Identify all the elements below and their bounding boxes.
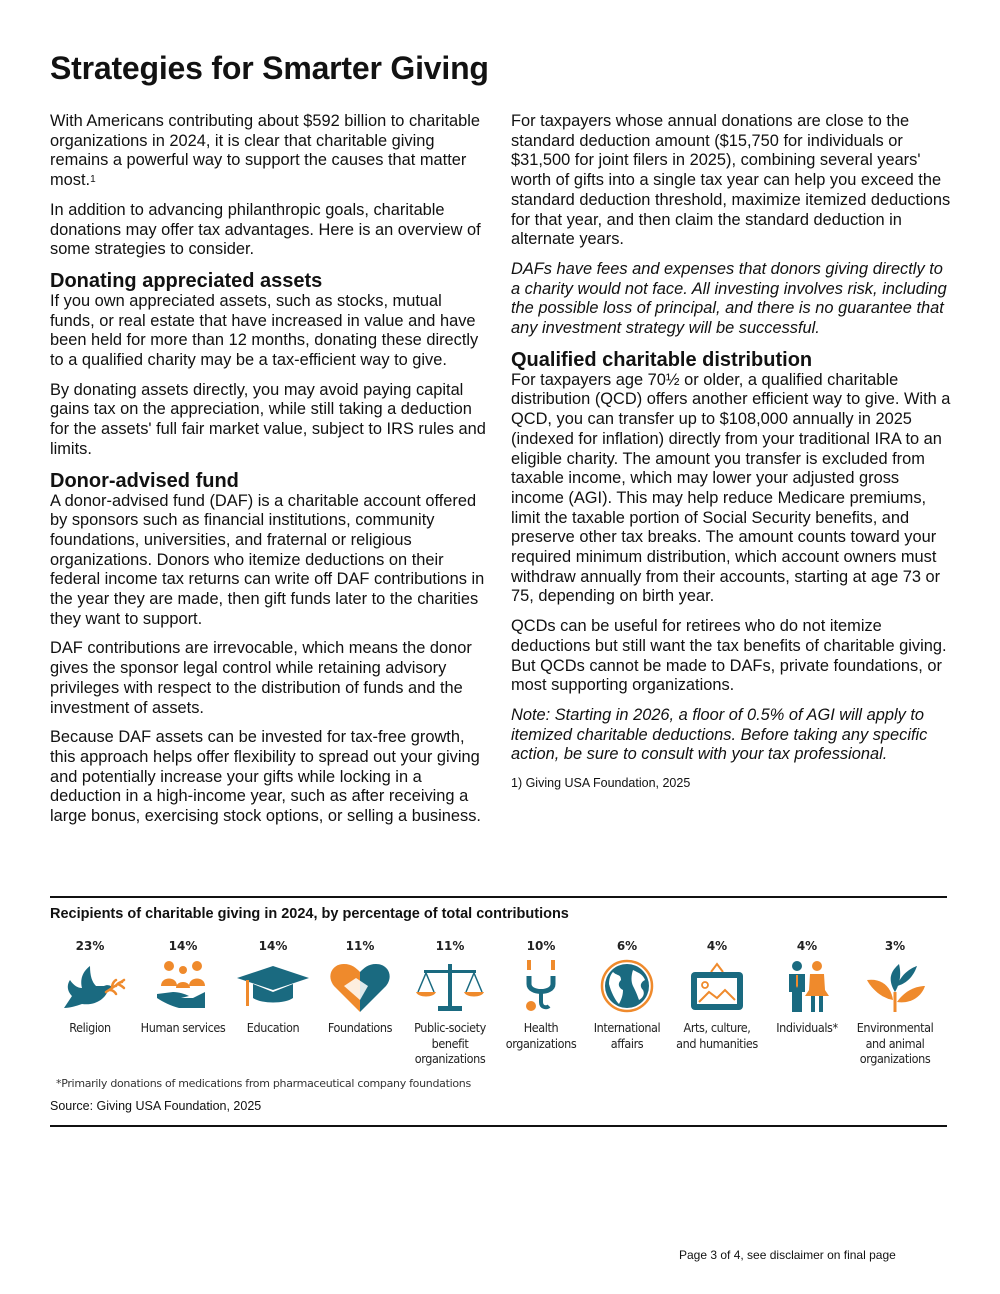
category-label: Religion — [69, 1020, 111, 1035]
percent-label: 23% — [75, 939, 105, 953]
percent-label: 11% — [345, 939, 375, 953]
divider-bottom — [50, 1125, 947, 1127]
globe-icon — [587, 956, 667, 1016]
right-column — [511, 112, 951, 801]
percent-label: 4% — [706, 939, 728, 953]
footnote-ref: 1 — [90, 174, 96, 186]
recipient-arts-culture — [672, 938, 762, 1051]
category-label: Environmental and animal organizations — [856, 1020, 934, 1066]
recipient-international-affairs — [582, 938, 672, 1051]
infographic-icons — [50, 938, 947, 1078]
category-label: International affairs — [593, 1020, 661, 1051]
daf-paragraph-1: A donor-advised fund (DAF) is a charitable account offered by sponsors such as financial institutions, community foundations, universities, and fraternal or religious organizations. Donors who itemize deductions on their federal income tax returns can write off DAF contributions in the year they are made, then gift funds later to the charities they want to support. — [50, 491, 485, 628]
section-heading-donor-advised-fund: Donor-advised fund — [50, 469, 239, 492]
people-icon — [767, 956, 847, 1016]
recipient-education — [228, 938, 318, 1036]
bunching-paragraph: For taxpayers whose annual donations are close to the standard deduction amount ($15,750 for individuals or $31,500 for joint filers in 2025), combining several years' worth of gifts into a single tax year can help you exceed the standard deduction threshold, maximize itemized deductions for that year, and then claim the standard deduction in alternate years. — [511, 112, 951, 249]
category-label: Human services — [140, 1020, 226, 1035]
section-heading-qcd: Qualified charitable distribution — [511, 348, 813, 371]
category-label: Health organizations — [505, 1020, 577, 1051]
footnote: 1) Giving USA Foundation, 2025 — [511, 776, 691, 791]
recipient-religion — [45, 938, 135, 1036]
percent-label: 4% — [796, 939, 818, 953]
graduation-cap-icon — [233, 956, 313, 1016]
appreciated-assets-paragraph-2: By donating assets directly, you may avoid paying capital gains tax on the appreciation, while still taking a deduction for the assets' full fair market value, subject to IRS rules and limits. — [50, 380, 486, 458]
recipient-public-society-benefit — [405, 938, 495, 1067]
source-note: Source: Giving USA Foundation, 2025 — [50, 1099, 262, 1113]
divider-top — [50, 896, 947, 898]
intro-paragraph-2: In addition to advancing philanthropic goals, charitable donations may offer tax advantages. Here is an overview of some strategies to consider. — [50, 200, 481, 259]
daf-paragraph-3: Because DAF assets can be invested for tax-free growth, this approach helps offer flexibility to spread out your giving and potentially increase your gifts while locking in a deduction in a high-income year, such as after receiving a large bonus, exercising stock options, or selling a business. — [50, 728, 481, 826]
percent-label: 14% — [168, 939, 198, 953]
daf-disclaimer: DAFs have fees and expenses that donors giving directly to a charity would not face. All investing involves risk, including the possible loss of principal, and there is no guarantee that any investment strategy will be successful. — [511, 259, 947, 338]
handshake-heart-icon — [320, 956, 400, 1016]
appreciated-assets-paragraph-1: If you own appreciated assets, such as stocks, mutual funds, or real estate that have increased in value and have been held for more than 12 months, donating these directly to a qualified charity may be a tax-efficient way to give. — [50, 291, 479, 370]
plant-icon — [855, 956, 935, 1016]
left-column — [50, 112, 490, 837]
recipient-individuals — [762, 938, 852, 1036]
category-label: Arts, culture, and humanities — [676, 1020, 758, 1051]
percent-label: 6% — [616, 939, 638, 953]
page-title: Strategies for Smarter Giving — [50, 50, 489, 86]
recipient-environmental-animal — [850, 938, 940, 1067]
daf-paragraph-2: DAF contributions are irrevocable, which means the donor gives the sponsor legal control while retaining advisory privileges with respect to the distribution of funds and the investment of assets. — [50, 639, 472, 717]
percent-label: 10% — [526, 939, 556, 953]
category-label: Public-society benefit organizations — [414, 1020, 486, 1066]
category-label: Education — [246, 1020, 300, 1035]
percent-label: 11% — [435, 939, 465, 953]
percent-label: 3% — [884, 939, 906, 953]
recipient-foundations — [315, 938, 405, 1036]
scales-icon — [410, 956, 490, 1016]
hand-people-icon — [143, 956, 223, 1016]
note-paragraph: Note: Starting in 2026, a floor of 0.5% of AGI will apply to itemized charitable deductions. Before taking any specific action, be sure to consult with your tax professional. — [511, 705, 928, 764]
picture-frame-icon — [677, 956, 757, 1016]
category-label: Foundations — [327, 1020, 393, 1035]
percent-label: 14% — [258, 939, 288, 953]
page-footer: Page 3 of 4, see disclaimer on final page — [679, 1248, 896, 1262]
stethoscope-icon — [501, 956, 581, 1016]
recipient-health — [496, 938, 586, 1051]
section-heading-appreciated-assets: Donating appreciated assets — [50, 269, 323, 292]
category-label: Individuals* — [776, 1020, 838, 1035]
intro-paragraph-1: With Americans contributing about $592 billion to charitable organizations in 2024, it is clear that charitable giving remains a powerful way to support the causes that matter most.$^1$ — [50, 112, 481, 190]
qcd-paragraph-2: QCDs can be useful for retirees who do not itemize deductions but still want the tax benefits of charitable giving. But QCDs cannot be made to DAFs, private foundations, or most supporting organizations. — [511, 617, 947, 695]
asterisk-note: *Primarily donations of medications from pharmaceutical company foundations — [56, 1077, 471, 1090]
infographic-title: Recipients of charitable giving in 2024, by percentage of total contributions — [50, 906, 569, 922]
qcd-paragraph-1: For taxpayers age 70½ or older, a qualified charitable distribution (QCD) offers another efficient way to give. With a QCD, you can transfer up to $108,000 annually in 2025 (indexed for inflation) directly from your traditional IRA to an eligible charity. The amount you transfer is excluded from taxable income, which may lower your adjusted gross income (AGI). This may help reduce Medicare premiums, limit the taxable portion of Social Security benefits, and preserve other tax breaks. The amount counts toward your required minimum distribution, which account owners must withdraw annually from their accounts, starting at age 73 or 75, depending on birth year. — [511, 370, 951, 606]
dove-icon — [50, 956, 130, 1016]
recipient-human-services — [138, 938, 228, 1036]
